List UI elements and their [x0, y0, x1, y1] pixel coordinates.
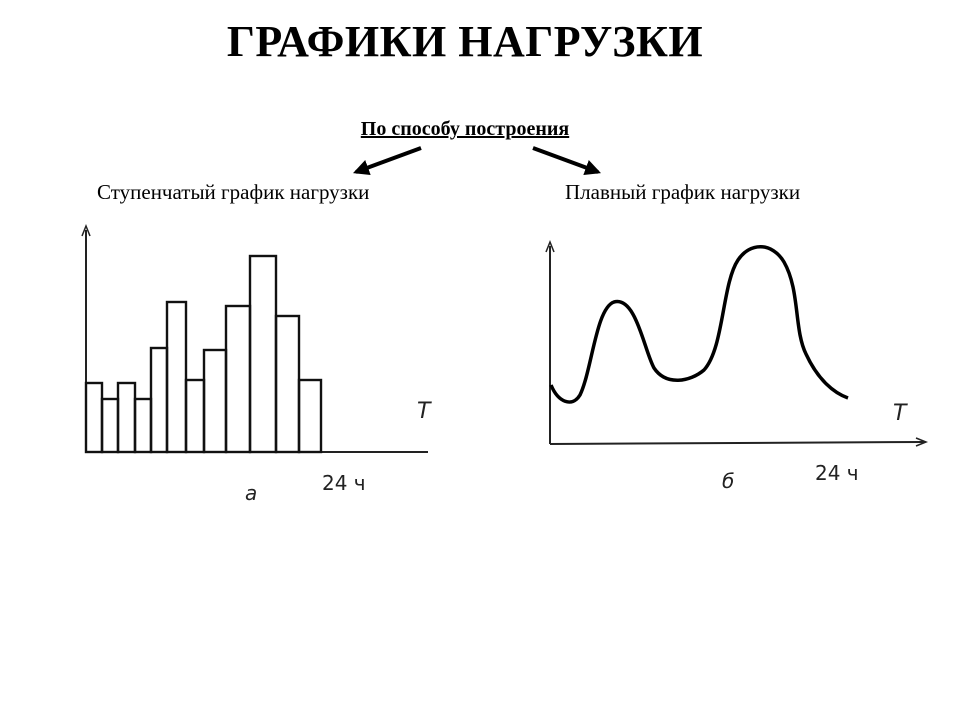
load-step — [204, 350, 226, 452]
smooth-time-label: 24 ч — [815, 461, 859, 485]
load-step — [167, 302, 186, 452]
smooth-x-axis — [550, 442, 924, 444]
load-step — [102, 399, 118, 452]
smooth-figure-letter: б — [722, 469, 735, 493]
load-step — [226, 306, 250, 452]
load-step — [299, 380, 321, 452]
load-step — [151, 348, 167, 452]
classification-heading: По способу построения — [360, 118, 570, 140]
smooth-graph-caption: Плавный график нагрузки — [565, 180, 801, 204]
stepped-time-label: 24 ч — [322, 471, 366, 495]
load-step — [86, 383, 102, 452]
arrow-left — [356, 148, 421, 172]
smooth-load-graph — [546, 242, 926, 493]
load-curve — [551, 247, 848, 402]
load-step — [118, 383, 135, 452]
stepped-t-axis-label: T — [417, 399, 431, 424]
load-step — [186, 380, 204, 452]
arrow-right — [533, 148, 598, 172]
smooth-t-axis-label: T — [893, 401, 907, 426]
stepped-figure-letter: а — [245, 481, 258, 505]
slide-title: ГРАФИКИ НАГРУЗКИ — [226, 17, 704, 66]
stepped-graph-caption: Ступенчатый график нагрузки — [97, 180, 370, 204]
load-step — [276, 316, 299, 452]
stepped-load-graph — [82, 226, 432, 505]
load-step — [250, 256, 276, 452]
load-step — [135, 399, 151, 452]
load-steps — [86, 256, 321, 452]
